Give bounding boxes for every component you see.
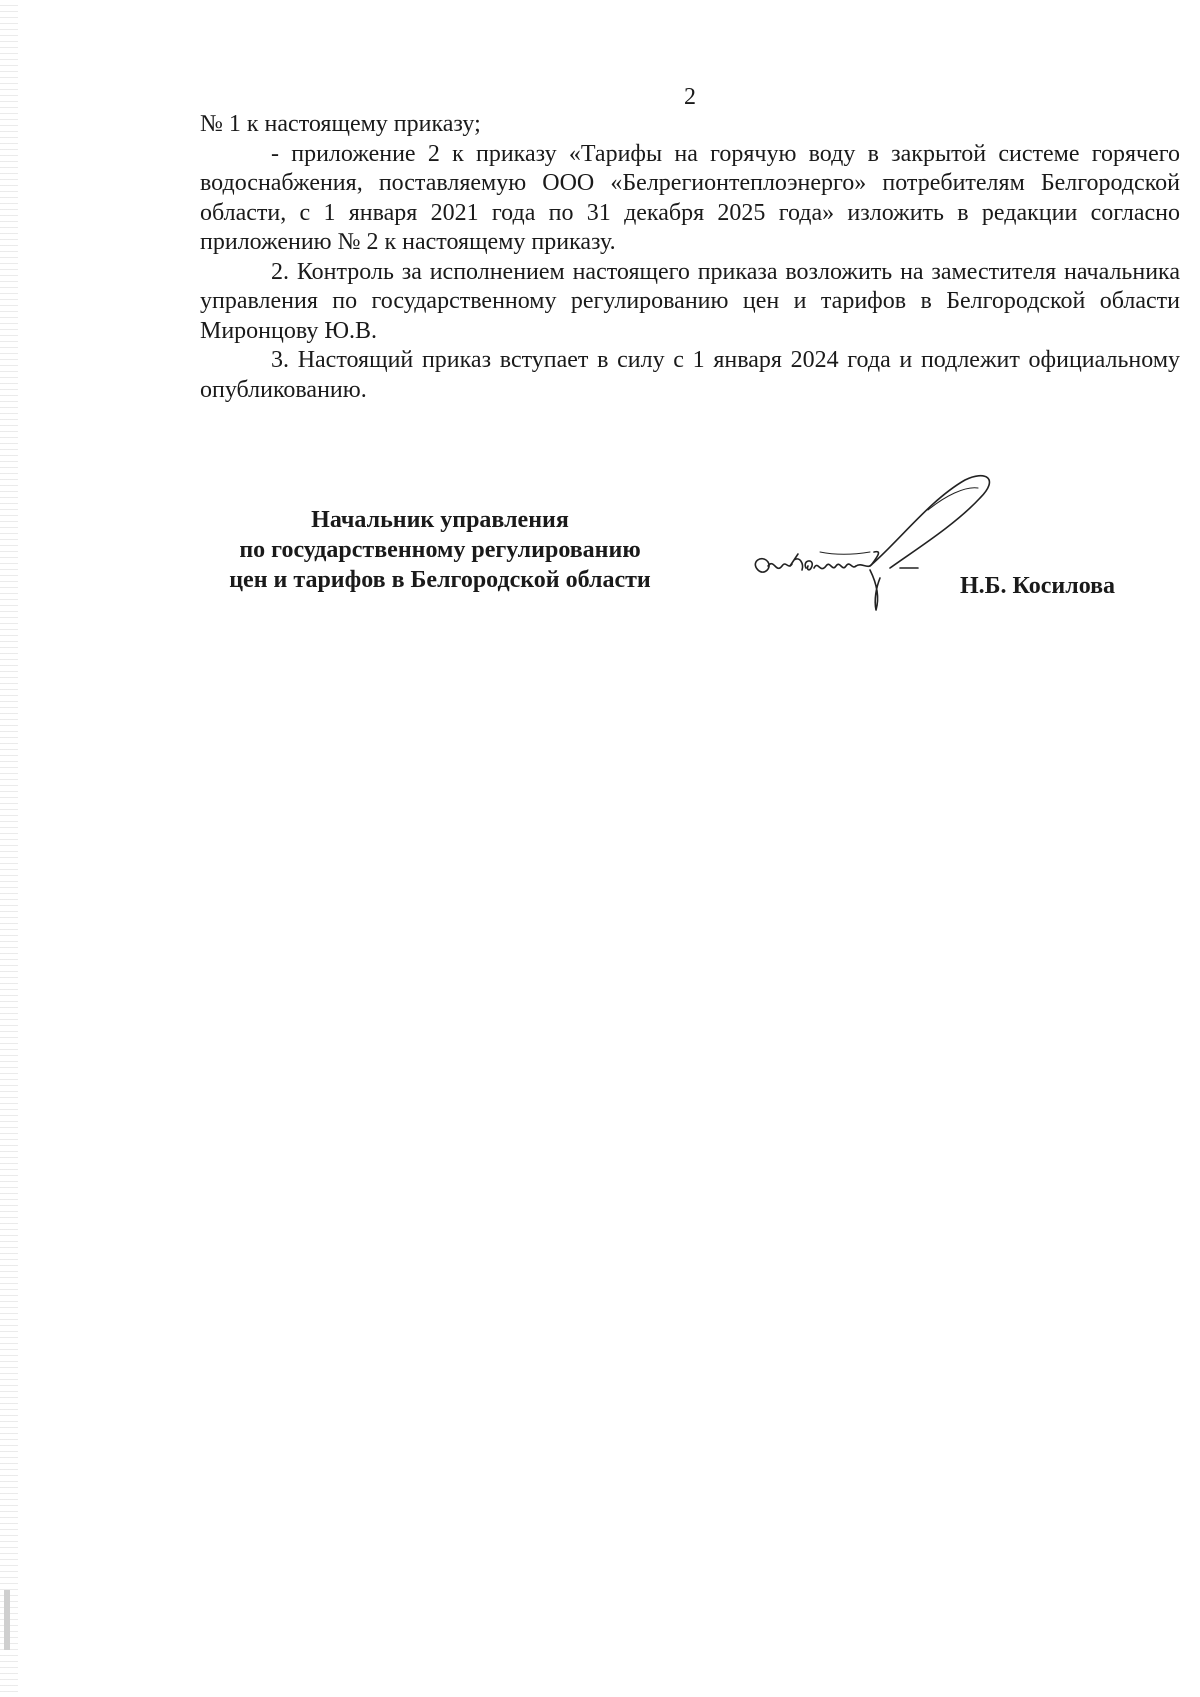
signer-name: Н.Б. Косилова bbox=[960, 573, 1116, 599]
signatory-title-line: цен и тарифов в Белгородской области bbox=[229, 567, 651, 593]
page-number: 2 bbox=[684, 84, 696, 110]
document-body bbox=[200, 110, 1180, 405]
paragraph-appendix-2: - приложение 2 к приказу «Тарифы на горячую воду в закрытой системе горячего водоснабжения, поставляемую ООО «Белрегионтеплоэнерго» потребителям Белгородской области, с 1 января 2021 года по 31 декабря 2025 года» изложить в редакции согласно приложению № 2 к настоящему приказу. bbox=[200, 140, 1180, 255]
signatory-title bbox=[180, 505, 700, 595]
signatory-title-line: по государственному регулированию bbox=[239, 537, 641, 563]
scan-edge bbox=[0, 0, 18, 1697]
paragraph-effective-date: 3. Настоящий приказ вступает в силу с 1 января 2024 года и подлежит официальному опубликованию. bbox=[200, 347, 1180, 403]
paragraph-continuation: № 1 к настоящему приказу; bbox=[200, 111, 481, 137]
handwritten-signature bbox=[750, 470, 1040, 630]
scan-mark bbox=[4, 1590, 10, 1650]
paragraph-control: 2. Контроль за исполнением настоящего приказа возложить на заместителя начальника управления по государственному регулированию цен и тарифов в Белгородской области Мирoнцову Ю.В. bbox=[200, 258, 1180, 344]
signatory-title-line: Начальник управления bbox=[311, 507, 569, 533]
